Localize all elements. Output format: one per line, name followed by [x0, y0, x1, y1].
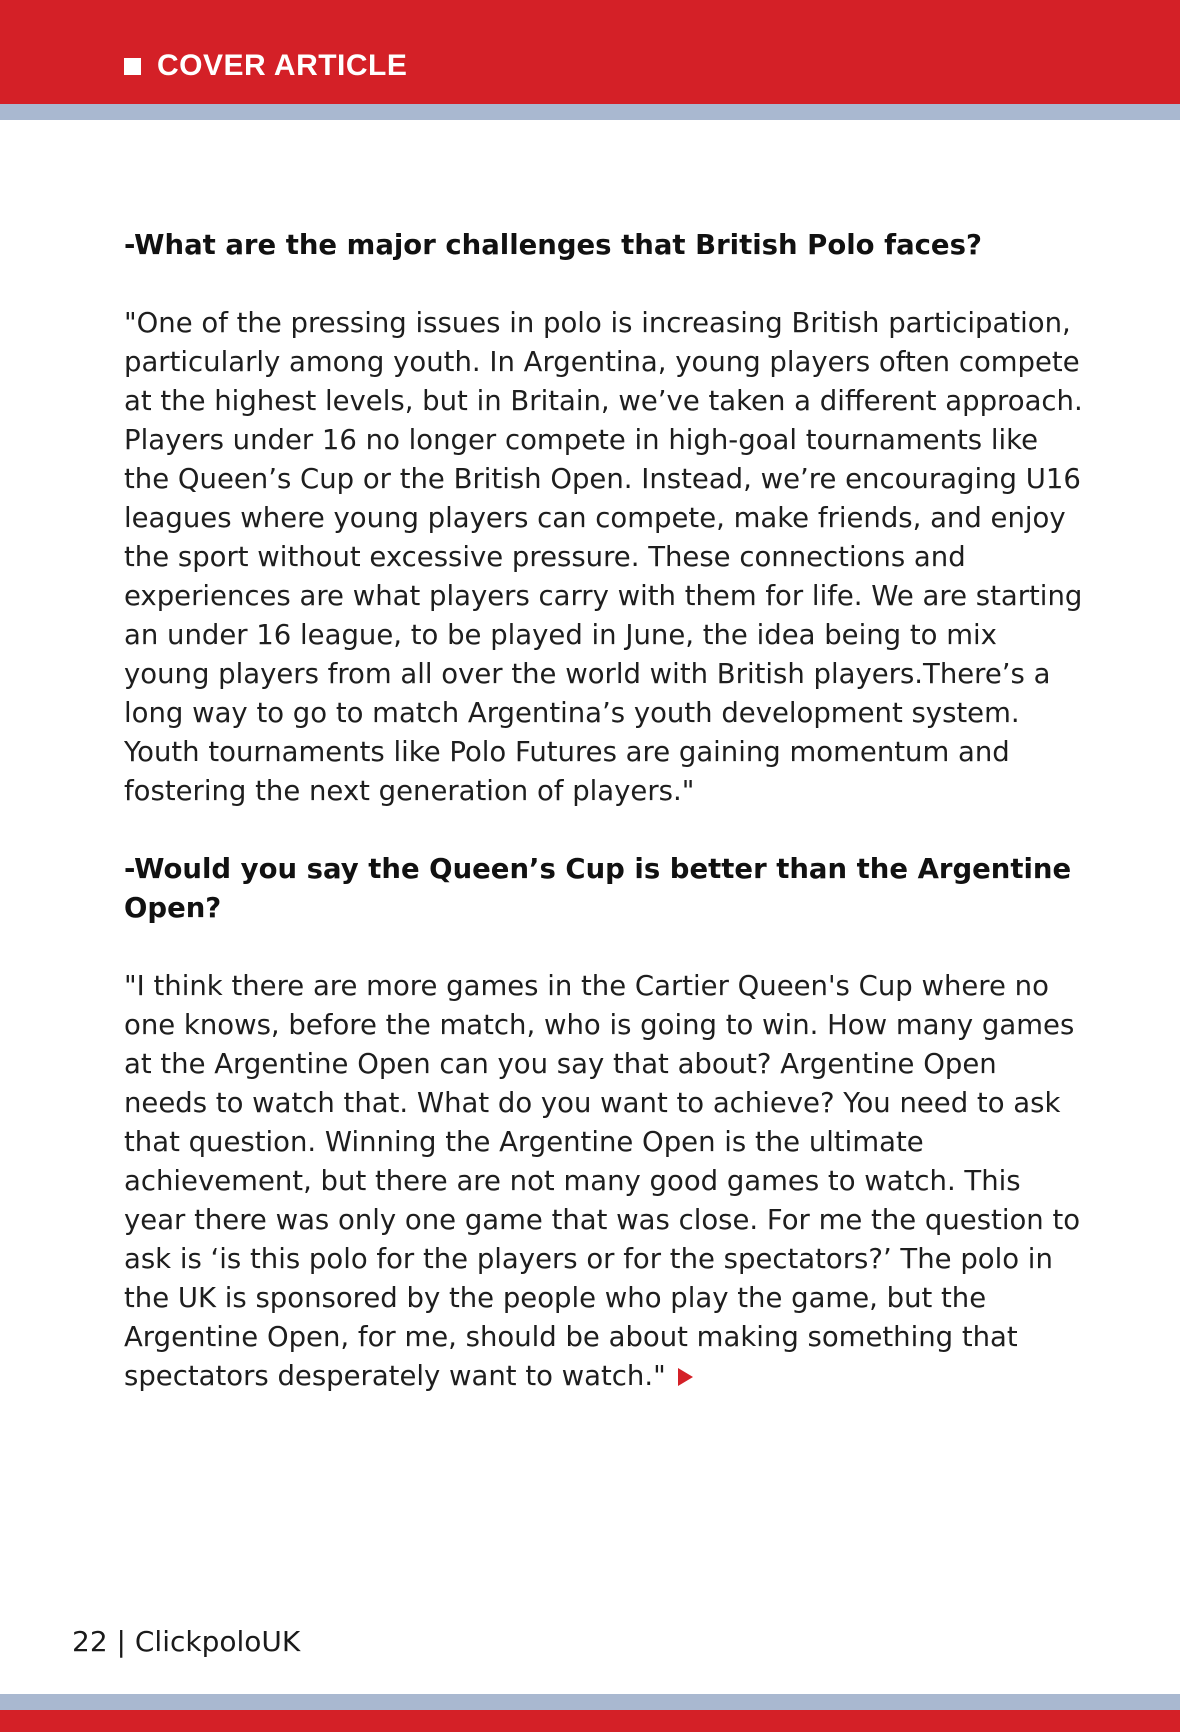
answer-2: [124, 967, 1084, 1396]
page-footer-label: 22 | ClickpoloUK: [72, 1625, 301, 1658]
question-2: -Would you say the Queen’s Cup is better than the Argentine Open?: [124, 853, 1072, 924]
question-1: -What are the major challenges that British Polo faces?: [124, 229, 982, 261]
article-body: [124, 226, 1084, 1396]
answer-2-text: "I think there are more games in the Cartier Queen's Cup where no one knows, before the match, who is going to win. How many games at the Argentine Open can you say that about? Argentine Open needs to watch that. What do you want to achieve? You need to ask that question. Winning the Argentine Open is the ultimate achievement, but there are not many good games to watch. This year there was only one game that was close. For me the question to ask is ‘is this polo for the players or for the spectators?’ The polo in the UK is sponsored by the people who play the game, but the Argentine Open, for me, should be about making something that spectators desperately want to watch.": [124, 970, 1081, 1392]
footer-bar: [0, 1710, 1180, 1732]
section-label-text: COVER ARTICLE: [157, 49, 408, 82]
footer-stripe: [0, 1694, 1180, 1710]
play-arrow-icon: [678, 1368, 693, 1386]
header-stripe: [0, 104, 1180, 120]
answer-1: "One of the pressing issues in polo is increasing British participation, particularly among youth. In Argentina, young players often compete at the highest levels, but in Britain, we’ve taken a different approach. Players under 16 no longer compete in high-goal tournaments like the Queen’s Cup or the British Open. Instead, we’re encouraging U16 leagues where young players can compete, make friends, and enjoy the sport without excessive pressure. These connections and experiences are what players carry with them for life. We are starting an under 16 league, to be played in June, the idea being to mix young players from all over the world with British players.There’s a long way to go to match Argentina’s youth development system. Youth tournaments like Polo Futures are gaining momentum and fostering the next generation of players.": [124, 307, 1083, 807]
square-bullet-icon: [124, 58, 141, 75]
section-label: [124, 46, 407, 86]
